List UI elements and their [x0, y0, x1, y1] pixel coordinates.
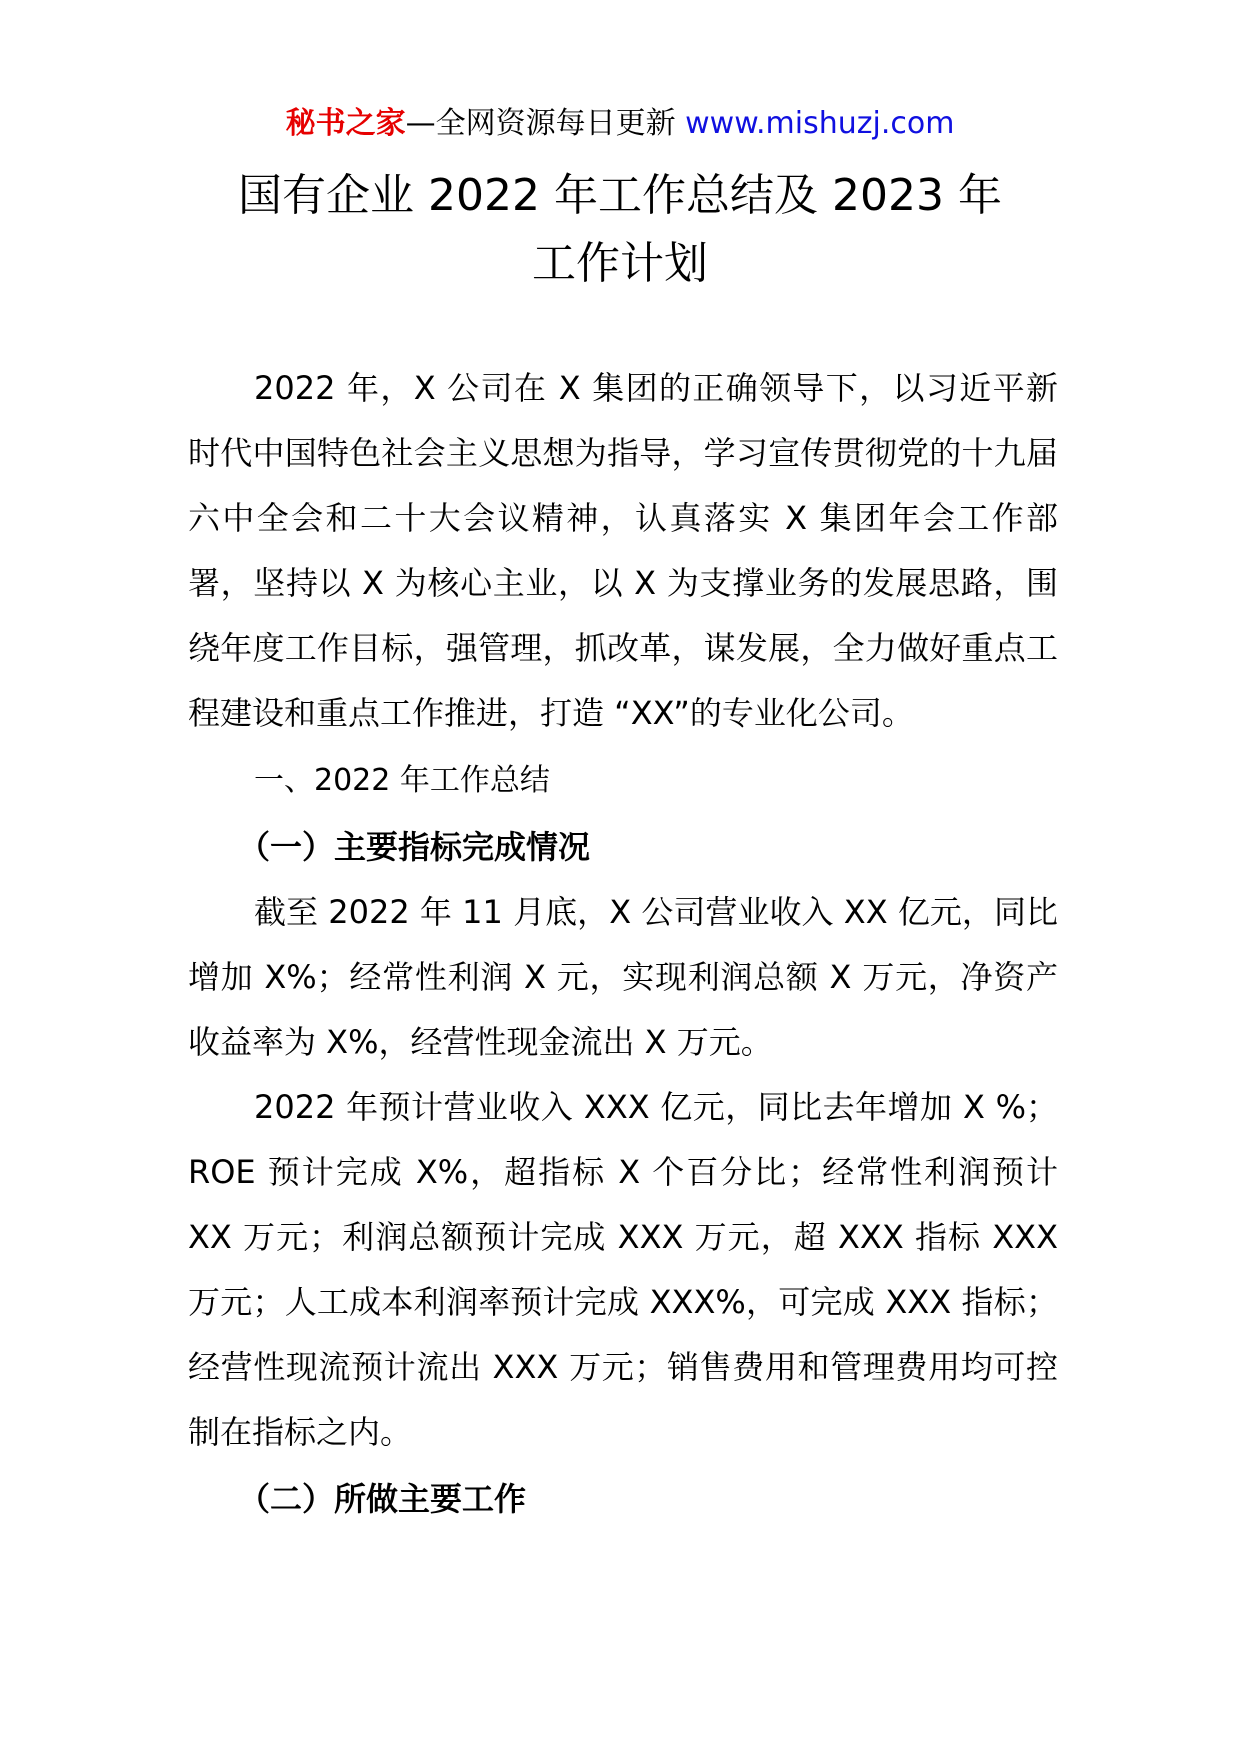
title-line-1: 国有企业 2022 年工作总结及 2023 年 [238, 170, 1002, 221]
subsection-heading-2: （二）所做主要工作 [238, 1480, 527, 1518]
subsection-heading-1: （一）主要指标完成情况 [238, 828, 591, 866]
site-url-link[interactable]: www.mishuzj.com [685, 106, 955, 141]
intro-paragraph: 2022 年，X 公司在 X 集团的正确领导下，以习近平新时代中国特色社会主义思想为指导，学习宣传贯彻党的十九届六中全会和二十大会议精神，认真落实 X 集团年会工作部署，坚持以 X 为核心主业，以 X 为支撑业务的发展思路，围绕年度工作目标，强管理，抓改革，谋发展，全力做好重点工程建设和重点工作推进，打造 “XX”的专业化公司。 [188, 369, 1058, 732]
paragraph-indicators: 截至 2022 年 11 月底，X 公司营业收入 XX 亿元，同比增加 X%；经常性利润 X 元，实现利润总额 X 万元，净资产收益率为 X%，经营性现金流出 X 万元。 [188, 893, 1058, 1061]
document-body [188, 356, 1058, 1532]
site-header [0, 102, 1240, 146]
section-heading-1: 一、2022 年工作总结 [254, 763, 550, 798]
paragraph-forecast: 2022 年预计营业收入 XXX 亿元，同比去年增加 X %；ROE 预计完成 X%，超指标 X 个百分比；经常性利润预计 XX 万元；利润总额预计完成 XXX 万元，超 XXX 指标 XXX 万元；人工成本利润率预计完成 XXX%，可完成 XXX 指标；经营性现流预计流出 XXX 万元；销售费用和管理费用均可控制在指标之内。 [188, 1088, 1058, 1451]
title-line-2: 工作计划 [532, 238, 708, 289]
document-title [0, 162, 1240, 298]
brand-name: 秘书之家 [285, 106, 406, 141]
header-tagline: —全网资源每日更新 [405, 106, 676, 141]
